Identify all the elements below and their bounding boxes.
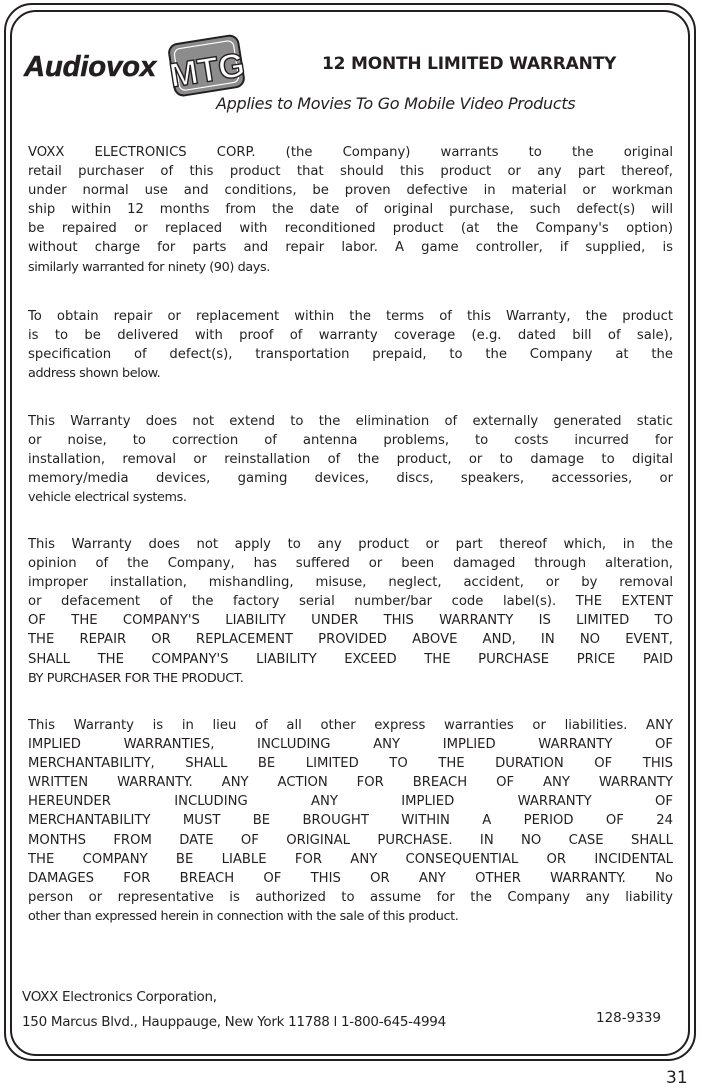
paragraph-line: installation, removal or reinstallation of the product, or to damage to digital: [28, 452, 673, 468]
paragraph-line: IMPLIED WARRANTIES, INCLUDING ANY IMPLIED WARRANTY OF: [28, 737, 673, 753]
footer-company-name: VOXX Electronics Corporation,: [22, 989, 217, 1005]
paragraph-line: MERCHANTABILITY, SHALL BE LIMITED TO THE DURATION OF THIS: [28, 756, 673, 772]
paragraph-line: person or representative is authorized to assume for the Company any liability: [28, 889, 673, 905]
paragraph-line: other than expressed herein in connection with the sale of this product.: [28, 908, 459, 924]
paragraph-line: BY PURCHASER FOR THE PRODUCT.: [28, 670, 244, 686]
paragraph-line: ship within 12 months from the date of original purchase, such defect(s) will: [28, 202, 673, 218]
paragraph-line: vehicle electrical systems.: [28, 490, 187, 506]
warranty-paragraph: [28, 535, 673, 688]
warranty-paragraph: [28, 716, 673, 926]
paragraph-line: specification of defect(s), transportation prepaid, to the Company at the: [28, 347, 673, 363]
paragraph-line: This Warranty is in lieu of all other express warranties or liabilities. ANY: [28, 718, 673, 733]
paragraph-line: VOXX ELECTRONICS CORP. (the Company) warrants to the original: [28, 145, 673, 160]
paragraph-line: without charge for parts and repair labor. A game controller, if supplied, is: [28, 240, 673, 256]
footer-address: 150 Marcus Blvd., Hauppauge, New York 11788 l 1-800-645-4994: [22, 1014, 446, 1030]
paragraph-line: opinion of the Company, has suffered or been damaged through alteration,: [28, 556, 673, 572]
warranty-title: 12 MONTH LIMITED WARRANTY: [322, 54, 617, 74]
warranty-subtitle: Applies to Movies To Go Mobile Video Products: [216, 94, 576, 113]
warranty-paragraph: [28, 143, 673, 277]
audiovox-mtg-logo: [22, 24, 262, 104]
paragraph-line: or defacement of the factory serial number/bar code label(s). THE EXTENT: [28, 594, 673, 610]
paragraph-line: or noise, to correction of antenna problems, to costs incurred for: [28, 433, 673, 449]
logo-mtg-text: MTG: [166, 45, 248, 96]
warranty-paragraph: [28, 412, 673, 507]
paragraph-line: This Warranty does not extend to the elimination of externally generated static: [28, 414, 673, 429]
paragraph-line: MERCHANTABILITY MUST BE BROUGHT WITHIN A PERIOD OF 24: [28, 813, 673, 829]
paragraph-line: This Warranty does not apply to any product or part thereof which, in the: [28, 537, 673, 552]
paragraph-line: be repaired or replaced with reconditioned product (at the Company's option): [28, 221, 673, 237]
logo-brand-text: Audiovox: [24, 51, 157, 83]
paragraph-line: THE COMPANY BE LIABLE FOR ANY CONSEQUENTIAL OR INCIDENTAL: [28, 851, 673, 867]
paragraph-line: DAMAGES FOR BREACH OF THIS OR ANY OTHER WARRANTY. No: [28, 870, 673, 886]
paragraph-line: memory/media devices, gaming devices, discs, speakers, accessories, or: [28, 471, 673, 487]
paragraph-line: SHALL THE COMPANY'S LIABILITY EXCEED THE PURCHASE PRICE PAID: [28, 651, 673, 667]
paragraph-line: is to be delivered with proof of warranty coverage (e.g. dated bill of sale),: [28, 328, 673, 344]
page-number: 31: [666, 1068, 688, 1088]
part-number: 128-9339: [596, 1010, 661, 1026]
paragraph-line: OF THE COMPANY'S LIABILITY UNDER THIS WARRANTY IS LIMITED TO: [28, 613, 673, 629]
paragraph-line: To obtain repair or replacement within the terms of this Warranty, the product: [28, 309, 673, 324]
paragraph-line: improper installation, mishandling, misuse, neglect, accident, or by removal: [28, 575, 673, 591]
paragraph-line: WRITTEN WARRANTY. ANY ACTION FOR BREACH OF ANY WARRANTY: [28, 775, 673, 791]
warranty-paragraph: [28, 307, 673, 383]
paragraph-line: similarly warranted for ninety (90) days.: [28, 259, 270, 275]
paragraph-line: retail purchaser of this product that should this product or any part thereof,: [28, 164, 673, 180]
paragraph-line: THE REPAIR OR REPLACEMENT PROVIDED ABOVE AND, IN NO EVENT,: [28, 632, 673, 648]
paragraph-line: MONTHS FROM DATE OF ORIGINAL PURCHASE. IN NO CASE SHALL: [28, 832, 673, 848]
paragraph-line: address shown below.: [28, 366, 161, 382]
paragraph-line: under normal use and conditions, be proven defective in material or workman: [28, 183, 673, 199]
paragraph-line: HEREUNDER INCLUDING ANY IMPLIED WARRANTY OF: [28, 794, 673, 810]
